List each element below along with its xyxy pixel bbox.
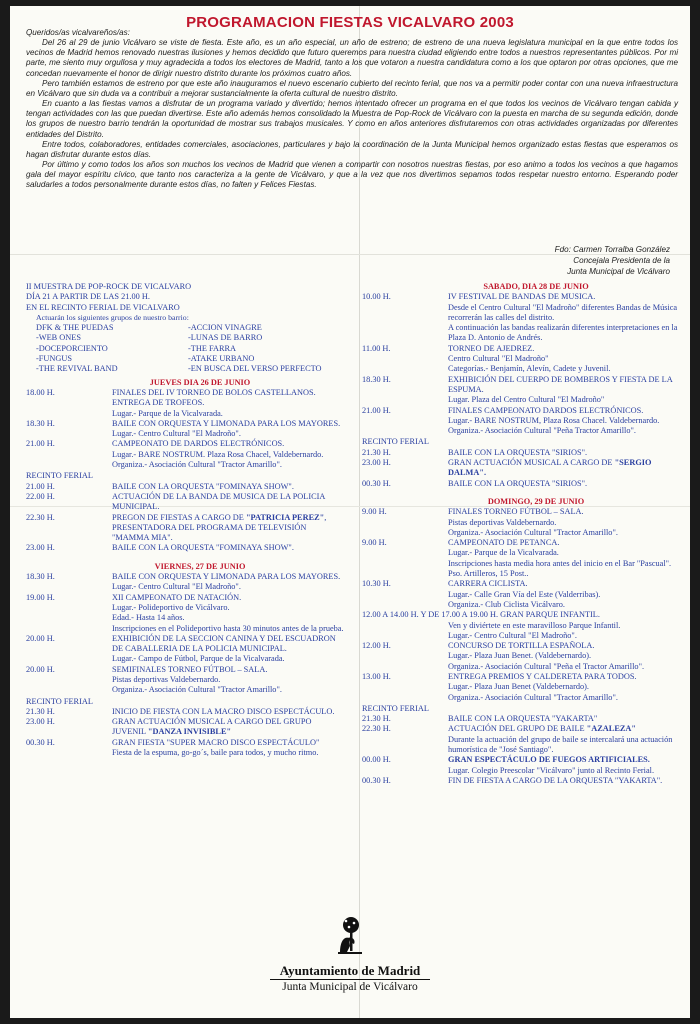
- program-entry: [26, 543, 344, 553]
- entry-detail: Lugar.- BARE NOSTRUM. Plaza Rosa Chacel, Valdebernardo.: [112, 449, 324, 459]
- logo-line2: Junta Municipal de Vicálvaro: [282, 981, 418, 993]
- municipal-logo: [260, 916, 440, 994]
- entry-title: [448, 406, 680, 416]
- entry-title-text: ACTUACIÓN DEL GRUPO DE BAILE: [448, 724, 585, 734]
- entry-title: [448, 724, 680, 734]
- entry-title: [112, 388, 344, 409]
- entry-time: 12.00 H.: [362, 641, 391, 651]
- letter-greeting: Queridos/as vicalvareños/as:: [26, 28, 130, 37]
- program-entry: [26, 419, 344, 440]
- entry-title: [112, 439, 344, 449]
- entry-time: 21.30 H.: [26, 706, 55, 716]
- bear-madrono-icon: [334, 916, 366, 956]
- entry-time: 21.00 H.: [362, 405, 391, 415]
- entry-title: [112, 492, 344, 513]
- letter-paragraph: Por último y como todos los años son muchos los vecinos de Madrid que vienen a compartir con nosotros nuestras fiestas, por eso animo a todos los vecinos a que hagamos gala del mayor espíritu cívico, que tanto nos caracteriza a la gente de Vicálvaro, y que a la vez que nos divertimos sepamos todos respetar nuestro entorno. Esperando poder saludarles a todos personalmente durante estos días, no falten y Felices Fiestas.: [26, 160, 678, 190]
- entry-detail: Desde el Centro Cultural "El Madroño" diferentes Bandas de Música recorrerán las calles del distrito.: [448, 302, 678, 322]
- band-item: -WEB ONES: [36, 333, 81, 343]
- entry-time: 21.30 H.: [362, 714, 391, 724]
- letter-paragraph: Del 26 al 29 de junio Vicálvaro se viste de fiesta. Este año, es un año especial, un año de estreno; de estreno de una nueva legislatura municipal en la que entre todos los vecinos de Madrid hemos renovado nuestras ilusiones y hemos decidido que futuro queremos para nuestra ciudad eligiendo entre todos a nuestros representantes públicos. Por mi parte, me siento muy orgullosa y muy agradecida a todos los electores de Madrid, tanto a los que votaron a nuestra candidatura como a los que optaron por otras opciones, que me concedan nuevamente el honor de dirigir nuestro distrito durante los próximos cuatro años.: [26, 38, 678, 78]
- band-item: -FUNGUS: [36, 354, 72, 364]
- entry-title-text: CAMPEONATO DE PETANCA.: [448, 538, 560, 548]
- band-item: -ACCION VINAGRE: [188, 323, 262, 333]
- program-entry: [26, 572, 344, 593]
- entry-title: [112, 665, 344, 675]
- entry-title: [448, 458, 680, 479]
- entry-title: [112, 513, 344, 544]
- entry-time: 18.00 H.: [26, 387, 55, 397]
- program-entry: [362, 672, 680, 703]
- logo-divider: [270, 979, 430, 980]
- program-entry: [362, 479, 680, 489]
- program-entry: [362, 406, 680, 437]
- entry-title-text: INICIO DE FIESTA CON LA MACRO DISCO ESPECTÁCULO.: [112, 706, 335, 716]
- entry-title-text: GRAN FIESTA "SUPER MACRO DISCO ESPECTÁCULO": [112, 737, 320, 747]
- entry-detail: Lugar.- Centro Cultural "El Madroño".: [112, 429, 241, 439]
- entry-time: 21.00 H.: [26, 481, 55, 491]
- entry-time: 23.00 H.: [26, 543, 55, 553]
- entry-detail: Inscripciones hasta media hora antes del inicio en el Bar "Pascual". Pso. Artilleros, 15 Post..: [448, 558, 672, 579]
- entry-detail: Pistas deportivas Valdebernardo.: [448, 517, 557, 527]
- entry-title: [448, 755, 680, 765]
- entry-time: 18.30 H.: [26, 418, 55, 428]
- signature-name: Fdo: Carmen Torralba González: [554, 245, 670, 254]
- entry-time: 23.00 H.: [26, 717, 55, 727]
- day-heading: DOMINGO, 29 DE JUNIO: [487, 496, 585, 506]
- entry-time: 18.30 H.: [362, 374, 391, 384]
- program-entry: [26, 482, 344, 492]
- band-item: -LUNAS DE BARRO: [188, 333, 263, 343]
- program-entry: [26, 439, 344, 470]
- program-entry: [362, 507, 680, 538]
- entry-title: [448, 375, 680, 396]
- section-recinto-ferial: RECINTO FERIAL: [362, 437, 429, 447]
- section-recinto-ferial: RECINTO FERIAL: [362, 703, 429, 713]
- entry-title: [112, 738, 344, 748]
- entry-detail: Organiza.- Asociación Cultural "Tractor Amarillo".: [448, 692, 618, 702]
- entry-title: [448, 292, 680, 302]
- program-entry: [26, 492, 344, 513]
- entry-title: [448, 507, 680, 517]
- entry-detail: Lugar.- Parque de la Vicalvarada.: [112, 408, 223, 418]
- entry-title: [112, 482, 344, 492]
- program-entry: [26, 665, 344, 696]
- entry-title-text: IV FESTIVAL DE BANDAS DE MUSICA.: [448, 292, 596, 302]
- entry-title-text: BAILE CON LA ORQUESTA "SIRIOS".: [448, 478, 588, 488]
- entry-detail: Lugar.- Parque de la Vicalvarada.: [448, 548, 559, 558]
- entry-detail: A continuación las bandas realizarán diferentes interpretaciones en la Plaza D. Antonio de Andrés.: [448, 323, 678, 343]
- entry-detail: Lugar.- Campo de Fútbol, Parque de la Vicalvarada.: [112, 654, 285, 664]
- entry-time: 21.00 H.: [26, 439, 55, 449]
- day-heading: SABADO, DIA 28 DE JUNIO: [483, 282, 589, 291]
- program-right-column: [362, 282, 680, 786]
- entry-title: [112, 634, 344, 655]
- entry-title-text: GRAN ACTUACIÓN MUSICAL A CARGO DE: [448, 458, 613, 468]
- entry-title-text: CAMPEONATO DE DARDOS ELECTRÓNICOS.: [112, 439, 285, 449]
- entry-time: 00.30 H.: [362, 478, 391, 488]
- signature-org: Junta Municipal de Vicálvaro: [567, 267, 670, 276]
- entry-title-text: FINALES TORNEO FÚTBOL – SALA.: [448, 507, 584, 517]
- entry-title: [112, 419, 344, 429]
- program-entry: [26, 593, 344, 634]
- entry-detail: Organiza.- Asociación Cultural "Tractor Amarillo".: [112, 685, 282, 695]
- signature-role: Concejala Presidenta de la: [573, 256, 670, 265]
- entry-highlight: "SERGIO DALMA".: [448, 458, 652, 478]
- program-entry: [26, 707, 344, 717]
- entry-title-text: ACTUACIÓN DE LA BANDA DE MUSICA DE LA POLICIA MUNICIPAL.: [112, 491, 325, 512]
- program-entry: [362, 375, 680, 406]
- entry-time: 20.00 H.: [26, 664, 55, 674]
- entry-time: 9.00 H.: [362, 538, 387, 548]
- band-item: -DOCEPORCIENTO: [36, 343, 108, 353]
- program-entry: [362, 579, 680, 610]
- entry-detail: Organiza.- Club Ciclista Vicálvaro.: [448, 599, 565, 609]
- entry-title-text: CARRERA CICLISTA.: [448, 579, 528, 589]
- entry-title: [448, 672, 680, 682]
- program-entry: [362, 344, 680, 375]
- entry-detail: Organiza.- Asociación Cultural "Peña Tractor Amarillo".: [448, 426, 636, 436]
- entry-detail: Lugar. Plaza del Centro Cultural "El Madroño": [448, 395, 605, 405]
- entry-detail: Categorías.- Benjamín, Alevín, Cadete y Juvenil.: [448, 364, 611, 374]
- program-entry: [26, 388, 344, 419]
- program-entry: [362, 458, 680, 479]
- entry-time: 18.30 H.: [26, 572, 55, 582]
- band-item: -THE REVIVAL BAND: [36, 364, 118, 374]
- entry-time: 00.30 H.: [362, 775, 391, 785]
- program-entry: [362, 610, 680, 641]
- program-entry: [362, 776, 680, 786]
- logo-line1: Ayuntamiento de Madrid: [279, 963, 421, 978]
- entry-detail: Lugar.- Plaza Juan Benet. (Valdebernardo).: [448, 651, 592, 661]
- entry-title: GRAN PARQUE INFANTIL.: [500, 610, 600, 620]
- entry-time: 12.00 A 14.00 H. Y DE 17.00 A 19.00 H.: [362, 610, 499, 620]
- entry-time: 00.00 H.: [362, 755, 391, 765]
- program-left-column: [26, 282, 344, 758]
- entry-title-text: XII CAMPEONATO DE NATACIÓN.: [112, 592, 242, 602]
- entry-title-text: SEMIFINALES TORNEO FÚTBOL – SALA.: [112, 664, 268, 674]
- entry-title: [112, 543, 344, 553]
- entry-time: 20.00 H.: [26, 633, 55, 643]
- band-item: DFK & THE PUEDAS: [36, 323, 114, 333]
- entry-title: [448, 538, 680, 548]
- entry-title-text: BAILE CON ORQUESTA Y LIMONADA PARA LOS MAYORES.: [112, 572, 341, 582]
- program-entry: [362, 641, 680, 672]
- entry-highlight: GRAN ESPECTÁCULO DE FUEGOS ARTIFICIALES.: [448, 755, 650, 765]
- entry-title-text: TORNEO DE AJEDREZ.: [448, 343, 535, 353]
- program-entry: [26, 738, 344, 759]
- entry-time: 13.00 H.: [362, 671, 391, 681]
- entry-time: 00.30 H.: [26, 737, 55, 747]
- entry-title: [448, 714, 680, 724]
- muestra-place: EN EL RECINTO FERIAL DE VICALVARO: [26, 302, 180, 312]
- band-item: -THE FARRA: [188, 343, 237, 353]
- entry-time: 22.30 H.: [362, 724, 391, 734]
- entry-detail: Organiza.- Asociación Cultural "Tractor Amarillo".: [448, 527, 618, 537]
- entry-title-text: BAILE CON LA ORQUESTA "FOMINAYA SHOW".: [112, 543, 294, 553]
- entry-title-text: FINALES DEL IV TORNEO DE BOLOS CASTELLANOS. ENTREGA DE TROFEOS.: [112, 387, 316, 408]
- entry-title-text: PREGON DE FIESTAS A CARGO DE: [112, 512, 244, 522]
- entry-title-text: FIN DE FIESTA A CARGO DE LA ORQUESTA "YAKARTA".: [448, 775, 663, 785]
- day-heading: VIERNES, 27 DE JUNIO: [154, 561, 246, 571]
- entry-detail: Lugar.- Calle Gran Vía del Este (Valderribas).: [448, 589, 601, 599]
- entry-highlight: "PATRICIA PEREZ": [245, 512, 325, 522]
- entry-title-text: ENTREGA PREMIOS Y CALDERETA PARA TODOS.: [448, 671, 637, 681]
- program-entry: [362, 755, 680, 776]
- entry-title: [448, 641, 680, 651]
- entry-title-text: BAILE CON LA ORQUESTA "SIRIOS".: [448, 447, 588, 457]
- entry-time: 22.00 H.: [26, 491, 55, 501]
- entry-detail: Organiza.- Asociación Cultural "Peña el Tractor Amarillo".: [448, 661, 645, 671]
- entry-highlight: "AZALEZA": [586, 724, 636, 734]
- entry-detail: Ven y diviértete en este maravilloso Parque Infantil.: [448, 620, 621, 630]
- entry-title: [448, 479, 680, 489]
- band-item: -EN BUSCA DEL VERSO PERFECTO: [188, 364, 322, 374]
- entry-time: 19.00 H.: [26, 592, 55, 602]
- page-title: PROGRAMACION FIESTAS VICALVARO 2003: [186, 14, 514, 31]
- entry-title: [112, 593, 344, 603]
- entry-time: 10.00 H.: [362, 292, 391, 302]
- entry-title: [112, 572, 344, 582]
- entry-detail: Fiesta de la espuma, go-go´s, baile para todos, y mucho ritmo.: [112, 748, 319, 758]
- band-item: -ATAKE URBANO: [188, 354, 255, 364]
- entry-title-text: EXHIBICIÓN DEL CUERPO DE BOMBEROS Y FIESTA DE LA ESPUMA.: [448, 374, 673, 394]
- program-entry: [362, 538, 680, 579]
- entry-title-text: , PRESENTADORA DEL PROGRAMA DE TELEVISIÓN "MAMMA MIA".: [112, 512, 327, 543]
- entry-detail: Edad.- Hasta 14 años.: [112, 613, 185, 623]
- entry-detail: Pistas deportivas Valdebernardo.: [112, 674, 221, 684]
- muestra-note: Actuarán los siguientes grupos de nuestro barrio:: [36, 312, 189, 322]
- entry-title-text: BAILE CON LA ORQUESTA "FOMINAYA SHOW".: [112, 481, 294, 491]
- day-heading: JUEVES DIA 26 DE JUNIO: [149, 377, 251, 387]
- entry-title-text: EXHIBICIÓN DE LA SECCION CANINA Y DEL ESCUADRON DE CABALLERIA DE LA POLICIA MUNICIPAL.: [112, 633, 336, 654]
- signature: [430, 244, 670, 277]
- entry-title: [448, 448, 680, 458]
- entry-detail: Lugar.- Centro Cultural "El Madroño".: [112, 582, 241, 592]
- entry-detail: Lugar. Colegio Preescolar "Vicálvaro" junto al Recinto Ferial.: [448, 765, 655, 775]
- entry-detail: Lugar.- Centro Cultural "El Madroño".: [448, 630, 577, 640]
- program-entry: [362, 714, 680, 724]
- letter-paragraph: Entre todos, colaboradores, entidades comerciales, asociaciones, particulares y bajo la coordinación de la Junta Municipal hemos organizado estas fiestas que esperamos os hagan disfrutar durante estos días.: [26, 139, 678, 159]
- program-entry: [26, 717, 344, 738]
- entry-detail: Centro Cultural "El Madroño": [448, 354, 549, 364]
- program-entry: [362, 448, 680, 458]
- section-recinto-ferial: RECINTO FERIAL: [26, 471, 93, 481]
- entry-time: 23.00 H.: [362, 458, 391, 468]
- entry-detail: Lugar.- Polideportivo de Vicálvaro.: [112, 602, 230, 612]
- band-list: [26, 323, 344, 374]
- entry-title-text: CONCURSO DE TORTILLA ESPAÑOLA.: [448, 641, 595, 651]
- entry-detail: Lugar.- Plaza Juan Benet (Valdebernardo).: [448, 682, 589, 692]
- entry-title-text: FINALES CAMPEONATO DARDOS ELECTRÓNICOS.: [448, 405, 644, 415]
- program-entry: [26, 513, 344, 544]
- section-recinto-ferial: RECINTO FERIAL: [26, 696, 93, 706]
- entry-title: [448, 344, 680, 354]
- entry-detail: Organiza.- Asociación Cultural "Tractor Amarillo".: [112, 460, 282, 470]
- entry-title: [448, 579, 680, 589]
- poster: [10, 6, 690, 1018]
- entry-detail: Lugar.- BARE NOSTRUM, Plaza Rosa Chacel. Valdebernardo.: [448, 415, 660, 425]
- entry-time: 21.30 H.: [362, 447, 391, 457]
- welcome-letter: [26, 28, 678, 191]
- entry-title: [112, 707, 344, 717]
- letter-paragraph: Pero también estamos de estreno por que este año inauguramos el nuevo escenario cubierto del recinto ferial, que nos va a permitir poder contar con una nueva infraestructura en Vicálvaro que sin duda va a contribuir a mejorar sustancialmente la oferta cultural de nuestro distrito.: [26, 78, 678, 98]
- entry-title-text: BAILE CON LA ORQUESTA "YAKARTA": [448, 714, 598, 724]
- entry-title: [112, 717, 344, 738]
- entry-time: 9.00 H.: [362, 507, 387, 517]
- muestra-date: DÍA 21 A PARTIR DE LAS 21.00 H.: [26, 292, 150, 302]
- letter-paragraph: En cuanto a las fiestas vamos a disfrutar de un programa variado y divertido; hemos intentado ofrecer un programa en el que todos los vecinos de Vicálvaro tengan cabida y tengan actividades con las que puedan divertirse. Este año además hemos consolidado la Muestra de Pop-Rock de Vicálvaro con la puesta en marcha de su segunda edición, donde los grupos de nuestro barrio tendrán la oportunidad de mostrar sus trabajos musicales. Y como en años anteriores disfrutaremos con otras actividades organizadas por diferentes entidades del Distrito.: [26, 99, 678, 139]
- entry-detail: Inscripciones en el Polideportivo hasta 30 minutos antes de la prueba.: [112, 623, 344, 633]
- entry-time: 11.00 H.: [362, 343, 391, 353]
- entry-detail: Durante la actuación del grupo de baile se intercalará una actuación humorística de "José Santiago".: [448, 734, 673, 755]
- entry-highlight: "DANZA INVISIBLE": [147, 727, 232, 737]
- entry-time: 10.30 H.: [362, 579, 391, 589]
- entry-title-text: BAILE CON ORQUESTA Y LIMONADA PARA LOS MAYORES.: [112, 418, 341, 428]
- program-entry: [362, 292, 680, 343]
- muestra-title: II MUESTRA DE POP-ROCK DE VICALVARO: [26, 282, 192, 291]
- entry-time: 22.30 H.: [26, 512, 55, 522]
- entry-title: [448, 776, 680, 786]
- program-entry: [26, 634, 344, 665]
- entry-title-text: GRAN ACTUACIÓN MUSICAL A CARGO DEL GRUPO JUVENIL: [112, 717, 312, 737]
- program-entry: [362, 724, 680, 755]
